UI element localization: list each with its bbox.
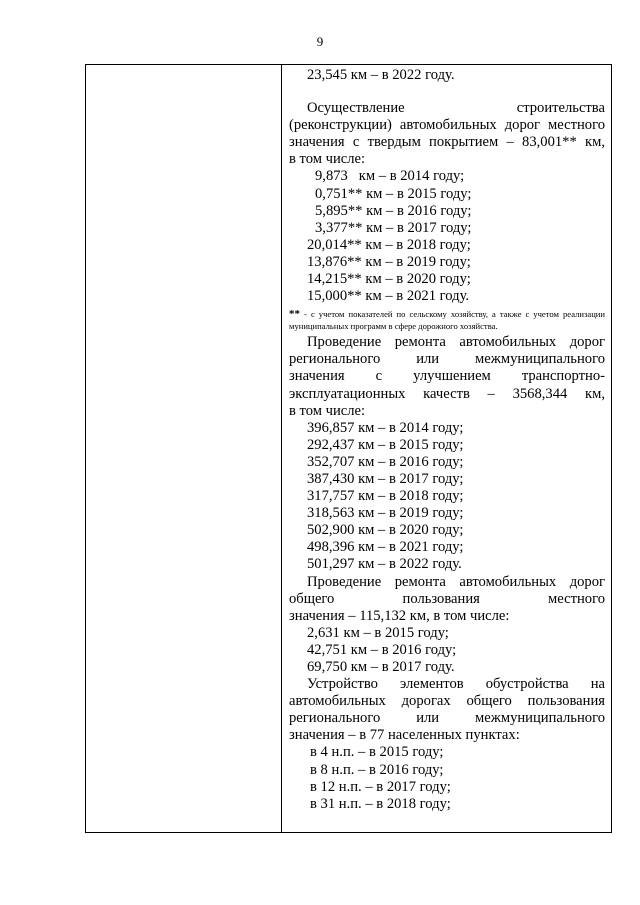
local-repair-line: значения – 115,132 км, в том числе: [289,607,510,624]
regional-repair-year-item: 352,707 км – в 2016 году; [307,453,464,470]
arrangement-year-item: в 12 н.п. – в 2017 году; [310,778,451,795]
regional-repair-line: регионального или межмуниципального [289,351,605,368]
regional-repair-line: значения с улучшением транспортно- [289,368,605,385]
construction-year-item: 0,751** км – в 2015 году; [315,185,472,202]
construction-line: значения с твердым покрытием – 83,001** км, [289,134,605,151]
regional-repair-line: эксплуатационных качеств – 3568,344 км, [289,385,605,402]
local-repair-line: Проведение ремонта автомобильных дорог [307,573,605,590]
construction-year-item: 3,377** км – в 2017 году; [315,219,472,236]
regional-repair-year-item: 318,563 км – в 2019 году; [307,505,464,522]
construction-year-item: 5,895** км – в 2016 году; [315,202,472,219]
footnote-text: - с учетом показателей по сельскому хозяйству, а также с учетом реализации муниципальных программ в сфере дорожного хозяйства. [289,309,605,332]
arrangement-year-item: в 4 н.п. – в 2015 году; [310,744,444,761]
regional-repair-line: Проведение ремонта автомобильных дорог [307,334,605,351]
construction-year-item: 13,876** км – в 2019 году; [307,253,471,270]
footnote [289,308,605,332]
spacer [289,84,605,100]
local-repair-year-item: 2,631 км – в 2015 году; [307,624,449,641]
regional-repair-year-item: 502,900 км – в 2020 году; [307,522,464,539]
arrangement-line: Устройство элементов обустройства на [307,676,605,693]
arrangement-year-item: в 31 н.п. – в 2018 году; [310,795,451,812]
regional-repair-year-item: 292,437 км – в 2015 году; [307,436,464,453]
construction-line: (реконструкции) автомобильных дорог местного [289,117,605,134]
regional-repair-year-item: 387,430 км – в 2017 году; [307,470,464,487]
regional-repair-year-item: 498,396 км – в 2021 году; [307,539,464,556]
arrangement-line: автомобильных дорогах общего пользования [289,693,605,710]
regional-repair-line: в том числе: [289,402,366,419]
page-number: 9 [316,34,324,49]
arrangement-year-item: в 8 н.п. – в 2016 году; [310,761,444,778]
construction-year-item: 9,873 км – в 2014 году; [315,168,465,185]
arrangement-line: значения – в 77 населенных пунктах: [289,727,520,744]
local-repair-year-item: 69,750 км – в 2017 году. [307,659,455,675]
footnote-mark: ** [289,308,300,321]
regional-repair-year-item: 501,297 км – в 2022 году. [307,556,462,573]
right-column-text [289,67,605,813]
construction-year-item: 14,215** км – в 2020 году; [307,271,471,288]
local-repair-year-item: 42,751 км – в 2016 году; [307,641,457,658]
construction-line: Осуществление строительства [307,100,605,117]
arrangement-line: регионального или межмуниципального [289,710,605,727]
intro-line: 23,545 км – в 2022 году. [307,67,455,83]
regional-repair-year-item: 317,757 км – в 2018 году; [307,488,464,505]
construction-year-item: 15,000** км – в 2021 году. [307,288,470,305]
local-repair-line: общего пользования местного [289,590,605,607]
column-divider [281,65,282,832]
regional-repair-year-item: 396,857 км – в 2014 году; [307,419,464,436]
document-table [85,64,612,833]
construction-line: в том числе: [289,151,366,168]
construction-year-item: 20,014** км – в 2018 году; [307,236,471,253]
